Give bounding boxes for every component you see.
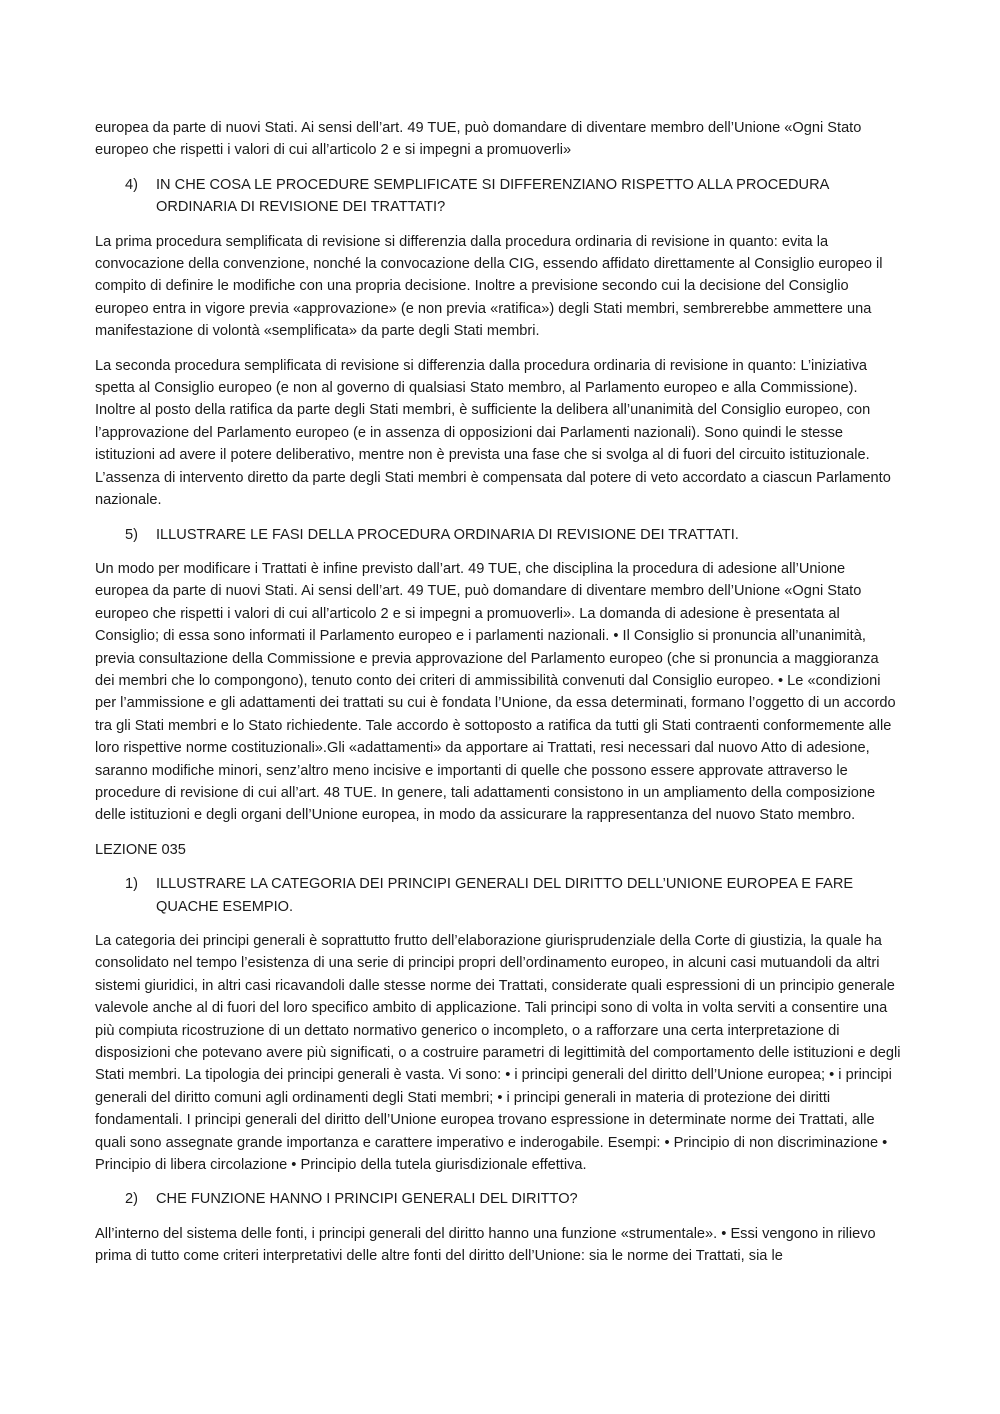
paragraph: Un modo per modificare i Trattati è infine previsto dall’art. 49 TUE, che disciplina la procedura di adesione all’Unione europea da parte di nuovi Stati. Ai sensi dell’art. 49 TUE, può domandare di diventare membro dell’Unione «Ogni Stato europeo che rispetti i valori di cui all’articolo 2 e si impegni a promuoverli». La domanda di adesione è presentata al Consiglio; di essa sono informati il Parlamento europeo e i parlamenti nazionali. • Il Consiglio si pronuncia all’unanimità, previa consultazione della Commissione e previa approvazione del Parlamento europeo (che si pronuncia a maggioranza dei membri che lo compongono), tenuto conto dei criteri di ammissibilità convenuti dal Consiglio europeo. • Le «condizioni per l’ammissione e gli adattamenti dei trattati su cui è fondata l’Unione, da essa determinati, formano l’oggetto di un accordo tra gli Stati membri e lo Stato richiedente. Tale accordo è sottoposto a ratifica da tutti gli Stati contraenti conformemente alle loro rispettive norme costituzionali».Gli «adattamenti» da apportare ai Trattati, resi necessari dal nuovo Atto di adesione, saranno modifiche minori, senz’altro meno incisive e importanti di quelle che possono essere approvate attraverso le procedure di revisione di cui all’art. 48 TUE. In genere, tali adattamenti consistono in un ampliamento della composizione delle istituzioni e degli organi dell’Unione europea, in modo da assicurare la rappresentanza del nuovo Stato membro. [95,560,896,824]
question-number: 4) [125,176,138,193]
question-heading [95,873,902,918]
lesson-heading: LEZIONE 035 [95,841,186,858]
question-heading [95,1188,902,1210]
paragraph: All’interno del sistema delle fonti, i principi generali del diritto hanno una funzione «strumentale». • Essi vengono in rilievo prima di tutto come criteri interpretativi delle altre fonti del diritto dell’Unione: sia le norme dei Trattati, sia le [95,1225,876,1265]
paragraph: europea da parte di nuovi Stati. Ai sensi dell’art. 49 TUE, può domandare di diventare membro dell’Unione «Ogni Stato europeo che rispetti i valori di cui all’articolo 2 e si impegni a promuoverli» [95,120,862,159]
question-number: 5) [125,526,138,543]
paragraph: La seconda procedura semplificata di revisione si differenzia dalla procedura ordinaria di revisione in quanto: L’iniziativa spetta al Consiglio europeo (e non al governo di qualsiasi Stato membro, al Parlamento europeo e alla Commissione). Inoltre al posto della ratifica da parte degli Stati membri, è sufficiente la delibera all’unanimità del Consiglio europeo, con l’approvazione del Parlamento europeo (e in assenza di opposizioni dai Parlamenti nazionali). Sono quindi le stesse istituzioni ad avere il potere deliberativo, mentre non è prevista una fase che si svolga al di fuori del circuito istituzionale. L’assenza di intervento diretto da parte degli Stati membri è compensata dal potere di veto accordato a ciascun Parlamento nazionale. [95,357,891,509]
question-text: CHE FUNZIONE HANNO I PRINCIPI GENERALI DEL DIRITTO? [156,1191,578,1208]
question-heading [95,524,902,546]
question-text: IN CHE COSA LE PROCEDURE SEMPLIFICATE SI DIFFERENZIANO RISPETTO ALLA PROCEDURA ORDINARIA DI REVISIONE DEI TRATTATI? [156,176,829,216]
question-number: 1) [125,876,138,893]
question-heading [95,174,902,219]
paragraph: La prima procedura semplificata di revisione si differenzia dalla procedura ordinaria di revisione in quanto: evita la convocazione della convenzione, nonché la convocazione della CIG, essendo affidato direttamente al Consiglio europeo il compito di definire le modifiche con una propria decisione. Inoltre a previsione secondo cui la decisione del Consiglio europeo entra in vigore previa «approvazione» (e non previa «ratifica») degli Stati membri, sembrerebbe ammettere una manifestazione di volontà «semplificata» da parte degli Stati membri. [95,233,883,340]
question-text: ILLUSTRARE LE FASI DELLA PROCEDURA ORDINARIA DI REVISIONE DEI TRATTATI. [156,526,739,543]
question-text: ILLUSTRARE LA CATEGORIA DEI PRINCIPI GENERALI DEL DIRITTO DELL’UNIONE EUROPEA E FARE QUACHE ESEMPIO. [156,876,854,915]
question-number: 2) [125,1191,138,1208]
paragraph: La categoria dei principi generali è soprattutto frutto dell’elaborazione giurisprudenziale della Corte di giustizia, la quale ha consolidato nel tempo l’esistenza di una serie di principi propri dell’ordinamento europeo, in alcuni casi mutuandoli da altri sistemi giuridici, in altri casi ricavandoli dalle stesse norme dei Trattati, considerate quali espressioni di un principio generale valevole anche al di fuori del loro specifico ambito di applicazione. Tali principi sono di volta in volta serviti a consentire una più compiuta ricostruzione di un dettato normativo generico o incompleto, o a rafforzare una certa interpretazione di disposizioni che potevano avere più significati, o a costruire parametri di legittimità del comportamento delle istituzioni e degli Stati membri. La tipologia dei principi generali è vasta. Vi sono: • i principi generali del diritto dell’Unione europea; • i principi generali del diritto comuni agli ordinamenti degli Stati membri; • i principi generali in materia di protezione dei diritti fondamentali. I principi generali del diritto dell’Unione europea trovano espressione in determinate norme dei Trattati, alle quali sono assegnate grande importanza e carattere imperativo e inderogabile. Esempi: • Principio di non discriminazione • Principio di libera circolazione • Principio della tutela giurisdizionale effettiva. [95,933,901,1174]
